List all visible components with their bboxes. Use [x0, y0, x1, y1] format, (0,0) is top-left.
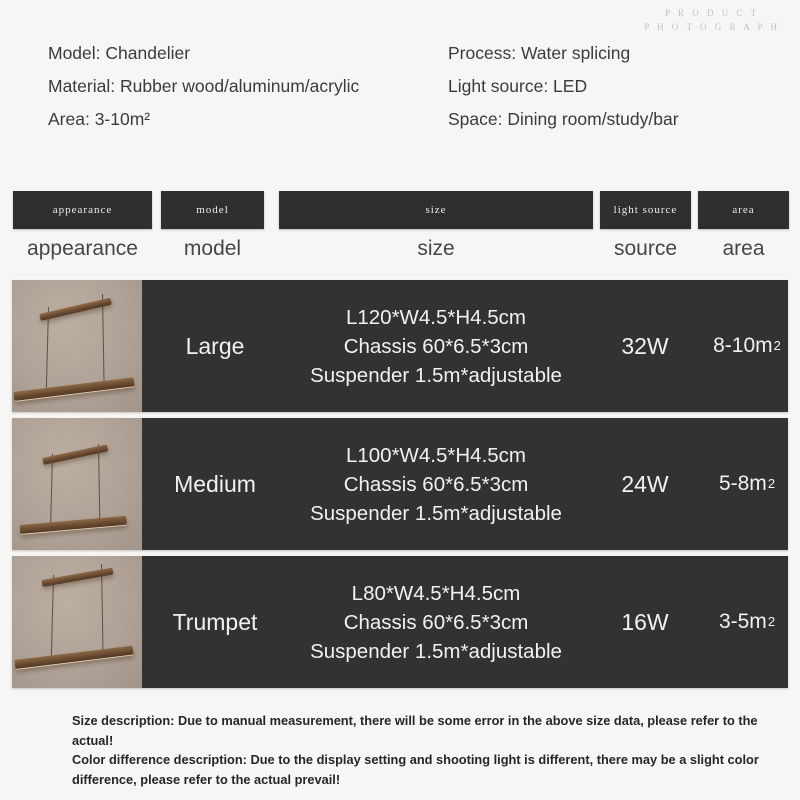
- spec-area: Area: 3-10m²: [48, 109, 151, 129]
- size-description-note: Size description: Due to manual measurement, there will be some error in the above size data, please refer to the actual!: [72, 713, 758, 748]
- lamp-light-bar-icon: [14, 646, 133, 670]
- table-row-large: [12, 280, 788, 412]
- size-line: L80*W4.5*H4.5cm: [351, 581, 521, 605]
- watermark-line-1: P R O D U C T: [665, 8, 760, 18]
- area-value: 5-8m: [718, 472, 767, 495]
- table-row-trumpet: [12, 556, 788, 688]
- lamp-wire-icon: [101, 564, 104, 653]
- product-specs: [48, 44, 770, 143]
- product-photo-medium: [12, 418, 142, 550]
- cell-model: Medium: [174, 470, 256, 497]
- lamp-wire-icon: [51, 575, 54, 662]
- header-chip-area: [698, 191, 789, 229]
- cell-size: [288, 280, 584, 412]
- header-chip-appearance-label: appearance: [52, 204, 113, 216]
- footnotes: [72, 711, 784, 789]
- table-row-medium: [12, 418, 788, 550]
- column-label-size: size: [417, 237, 455, 260]
- specs-left-column: [48, 44, 448, 143]
- lamp-wire-icon: [50, 454, 53, 526]
- size-line: Chassis 60*6.5*3cm: [343, 472, 529, 496]
- cell-power: 24W: [621, 470, 669, 497]
- spec-space: Space: Dining room/study/bar: [448, 109, 679, 129]
- column-label-area: area: [722, 237, 765, 260]
- header-chip-appearance: [13, 191, 152, 229]
- product-photo-trumpet: [12, 556, 142, 688]
- size-line: Chassis 60*6.5*3cm: [343, 334, 529, 358]
- cell-model: Large: [185, 332, 245, 359]
- spec-material: Material: Rubber wood/aluminum/acrylic: [48, 76, 360, 96]
- lamp-canopy-bar-icon: [39, 298, 112, 321]
- column-label-appearance: appearance: [27, 237, 138, 260]
- header-chip-size: [279, 191, 593, 229]
- size-line: Chassis 60*6.5*3cm: [343, 610, 529, 634]
- size-line: Suspender 1.5m*adjustable: [310, 639, 562, 663]
- column-label-source: source: [613, 237, 678, 260]
- header-chip-light-source-label: light source: [613, 204, 678, 216]
- header-chip-area-label: area: [732, 204, 755, 216]
- cell-size: [288, 418, 584, 550]
- cell-model: Trumpet: [172, 608, 258, 635]
- column-label-model: model: [183, 237, 242, 260]
- watermark: [644, 6, 780, 34]
- header-chip-model-label: model: [196, 204, 229, 216]
- header-chip-model: [161, 191, 264, 229]
- header-chip-light-source: [600, 191, 691, 229]
- cell-power: 32W: [621, 332, 669, 359]
- spec-model: Model: Chandelier: [48, 43, 191, 63]
- specs-right-column: [448, 44, 770, 143]
- size-line: L100*W4.5*H4.5cm: [345, 443, 527, 467]
- size-line: L120*W4.5*H4.5cm: [345, 305, 527, 329]
- table-header: [12, 191, 790, 267]
- area-value: 3-5m: [718, 610, 767, 633]
- spec-light-source: Light source: LED: [448, 76, 588, 96]
- size-line: Suspender 1.5m*adjustable: [310, 363, 562, 387]
- cell-power: 16W: [621, 608, 669, 635]
- lamp-light-bar-icon: [13, 377, 134, 402]
- lamp-wire-icon: [102, 294, 105, 382]
- lamp-canopy-bar-icon: [41, 568, 113, 587]
- lamp-light-bar-icon: [20, 516, 127, 535]
- lamp-wire-icon: [98, 444, 100, 521]
- area-value: 8-10m: [713, 334, 773, 357]
- cell-size: [288, 556, 584, 688]
- cell-area: 5-8m 2: [718, 472, 776, 495]
- header-chip-size-label: size: [425, 204, 447, 216]
- product-photo-large: [12, 280, 142, 412]
- cell-area: 8-10m 2: [713, 334, 781, 357]
- spec-process: Process: Water splicing: [448, 43, 631, 63]
- color-difference-note: Color difference description: Due to the display setting and shooting light is different, there may be a slight color difference, please refer to the actual prevail!: [72, 752, 759, 787]
- cell-area: 3-5m 2: [718, 610, 776, 633]
- size-line: Suspender 1.5m*adjustable: [310, 501, 562, 525]
- watermark-line-2: P H O T O G R A P H: [644, 22, 780, 32]
